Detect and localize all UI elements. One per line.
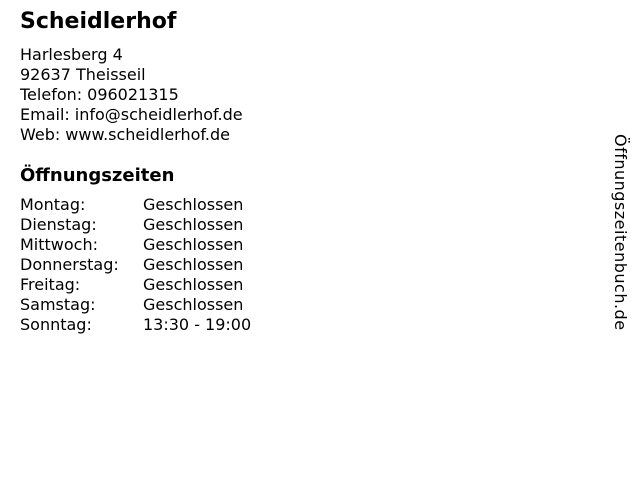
business-listing [20, 10, 251, 335]
hours-table [20, 195, 251, 335]
phone-label: Telefon: [20, 85, 83, 104]
web-value: www.scheidlerhof.de [65, 125, 230, 144]
hours-row [20, 235, 251, 255]
email-value: info@scheidlerhof.de [74, 105, 243, 124]
hours-heading: Öffnungszeiten [20, 165, 175, 186]
web-label: Web: [20, 125, 61, 144]
day-label: Donnerstag: [20, 255, 119, 274]
day-label: Sonntag: [20, 315, 92, 334]
email-line [20, 105, 251, 125]
watermark-link[interactable]: Öffnungszeitenbuch.de [611, 134, 630, 331]
email-label: Email: [20, 105, 70, 124]
day-hours: Geschlossen [143, 195, 244, 214]
hours-row [20, 255, 251, 275]
day-hours: Geschlossen [143, 215, 244, 234]
phone-line [20, 85, 251, 105]
address-street: Harlesberg 4 [20, 45, 123, 64]
day-label: Mittwoch: [20, 235, 98, 254]
day-hours: Geschlossen [143, 255, 244, 274]
day-label: Dienstag: [20, 215, 97, 234]
day-hours: Geschlossen [143, 275, 244, 294]
day-hours: Geschlossen [143, 235, 244, 254]
business-name: Scheidlerhof [20, 9, 177, 34]
address-city: 92637 Theisseil [20, 65, 146, 84]
hours-row [20, 215, 251, 235]
hours-row [20, 315, 251, 335]
hours-row [20, 195, 251, 215]
phone-value: 096021315 [87, 85, 179, 104]
hours-row [20, 295, 251, 315]
hours-row [20, 275, 251, 295]
day-label: Freitag: [20, 275, 81, 294]
day-label: Samstag: [20, 295, 96, 314]
web-line [20, 125, 251, 145]
day-hours: Geschlossen [143, 295, 244, 314]
day-hours: 13:30 - 19:00 [143, 315, 252, 334]
day-label: Montag: [20, 195, 86, 214]
contact-block [20, 45, 251, 145]
